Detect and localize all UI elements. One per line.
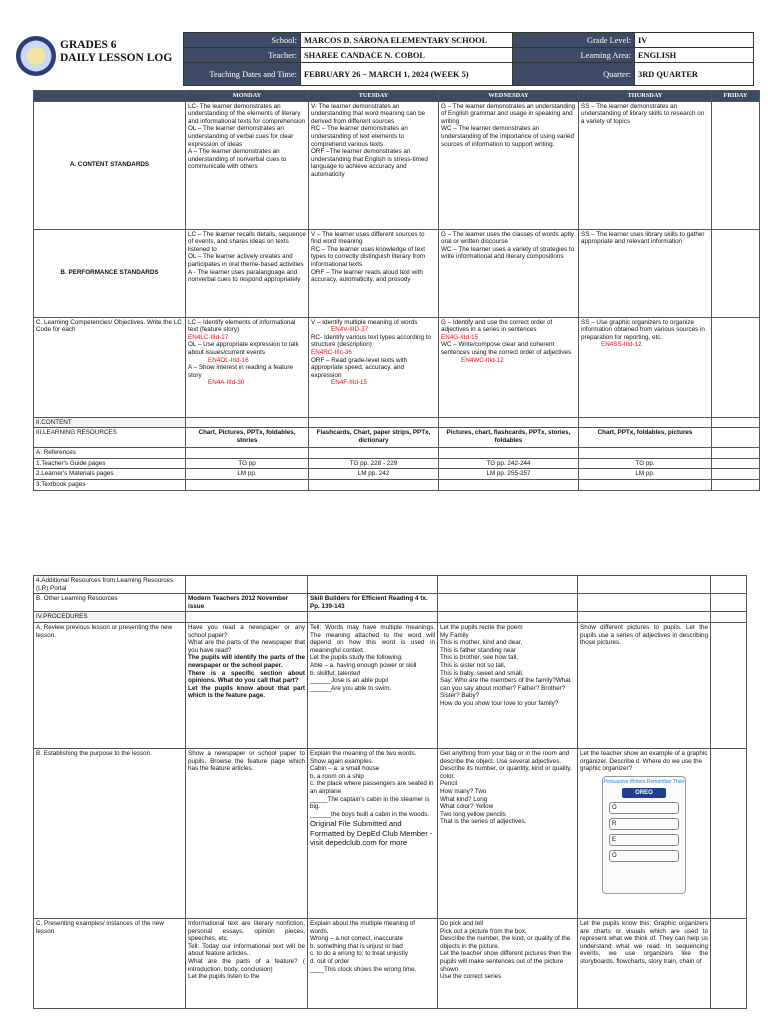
- lc-tue-3: ORF – Read grade-level texts with appropriate speed, accuracy, and expression: [311, 356, 408, 379]
- review-thursday: Show different pictures to pupils. Let the pupils use a series of adjectives in describing those pictures.: [578, 622, 711, 748]
- school-label: School:: [184, 33, 301, 48]
- organizer-line-o: O: [609, 802, 679, 814]
- info-table: [183, 32, 754, 86]
- day-tuesday: TUESDAY: [309, 91, 439, 102]
- purpose-row: [34, 748, 747, 918]
- lc-tue-2: RC- Identify various text types according to structure (description): [311, 333, 432, 349]
- lr-monday: Chart, Pictures, PPTx, foldables, stories: [186, 428, 309, 448]
- examples-monday: Informational text are literary nonfiction, personal essays, opinion pieces, speeches, etc. Tell: Today our informational text will be about feature articles.. What are the parts of a feature? ( introduction, body, conclusion) Let the pupils listen to the: [186, 918, 308, 1008]
- cs-monday: LC- The learner demonstrates an understanding of the elements of literary and informational texts for comprehension OL – The learner demonstrates an understanding of verbal cues for clear expression of ideas A – The learner demonstrates an understanding of nonverbal cues to communicate with others: [186, 101, 309, 229]
- tg-monday: TG pp: [186, 458, 309, 469]
- ps-monday: LC – The learner recalls details, sequence of events, and shares ideas on texts listened to OL – The learner actively creates and participates in oral theme-based activities A - The learner uses paralanguage and nonverbal cues to respond appropriately: [186, 229, 309, 317]
- oreo-logo: OREO: [622, 788, 666, 798]
- examples-tuesday: Explain about the multiple meaning of words. Wrong – a.not correct, inaccurate b. something that is unjust or bad c. to do a wrong to; to treat unjustly d. out of order ____This clock shows the wrong time.: [308, 918, 438, 1008]
- oreo-graphic-organizer: [602, 776, 686, 894]
- content-label: II.CONTENT: [34, 417, 186, 428]
- lc-thu-code-1: EN4SS-IIId-12: [601, 341, 642, 349]
- content-row: [34, 417, 760, 428]
- lc-mon-3: A – Show interest in reading a feature story: [188, 364, 294, 379]
- deped-seal-icon: [16, 36, 56, 76]
- lc-wed-code-2: EN4WC-IIId-12: [461, 356, 504, 364]
- purpose-wednesday: Get anything from your bag or in the room and describe the object. Use several adjectives. Describe its number, or quantity, kind or quality, color. Pencil How many? Two What kind? Long What color? Yellow Two long yellow pencils That is the series of adjectives.: [438, 748, 578, 918]
- lc-tue-code-2: EN4RC-IIIc-36: [311, 348, 352, 356]
- content-standards-row: [34, 101, 760, 229]
- lc-mon-code-3: EN4A-IIId-30: [208, 379, 245, 387]
- textbook-label: 3.Textbook pages: [34, 479, 186, 490]
- lc-tuesday: [309, 317, 439, 417]
- review-tuesday: Tell: Words may have multiple meanings. The meaning attached to the word will depend on how this word is used in meaningful context. Let the pupils study the following. Able – a. having enough power or skill b. skillful; talented ______Jose is an able pupil ______Are you able to swim.: [308, 622, 438, 748]
- purpose-tue-note: Original File Submitted and Formatted by DepEd Club Member - visit depedclub.com for more: [310, 819, 433, 848]
- lm-label: 2.Learner's Materials pages: [34, 469, 186, 480]
- lr-tuesday: Flashcards, Chart, paper strips, PPTx, dictionary: [309, 428, 439, 448]
- performance-standards-row: [34, 229, 760, 317]
- lc-tue-code-3: EN4F-IIId-15: [331, 379, 368, 387]
- organizer-line-r: R: [609, 818, 679, 830]
- tg-tuesday: TG pp. 228 - 229: [309, 458, 439, 469]
- review-mon-2: The pupils will identify the parts of the newspaper or the school paper. There is a specific section about opinions. What do you call that part? Let the pupils know about that part which is the feature page.: [188, 654, 305, 700]
- ps-tuesday: V – The learner uses different sources to find word meaning RC – The learner uses knowledge of text types to correctly distinguish literary from informational texts ORF – The learner reads aloud text with accuracy, automaticity, and prosody: [309, 229, 439, 317]
- lm-wednesday: LM pp. 255-257: [439, 469, 579, 480]
- cs-friday: [712, 101, 760, 229]
- lc-wed-1: G – Identify and use the correct order of adjectives in a series in sentences: [441, 318, 553, 334]
- review-wednesday: Let the pupils recite the poem My Family This is mother, kind and dear, This is father standing near This is brother, see how tall, This is sister not so tall, This is baby, sweet and small. Say: Who are the members of the family?What can you say about mother? Father? Brother? Sister? Baby? How do you show tour love to your family?: [438, 622, 578, 748]
- procedures-table: [33, 575, 747, 1009]
- quarter-value: 3RD QUARTER: [635, 63, 754, 86]
- review-row: [34, 622, 747, 748]
- lc-wed-code-1: EN4G-IIId-15: [441, 333, 479, 341]
- tg-label: 1.Teacher's Guide pages: [34, 458, 186, 469]
- lm-tuesday: LM pp. 242: [309, 469, 439, 480]
- lc-wed-2: WC – Write/compose clear and coherent sentences using the correct order of adjectives: [441, 341, 572, 356]
- day-friday: FRIDAY: [712, 91, 760, 102]
- standards-table: [33, 90, 760, 491]
- organizer-title: Persuasive Writers Remember Their: [603, 778, 685, 785]
- lc-mon-2: OL – Use appropriate expression to talk about issues/current events: [188, 341, 299, 356]
- lc-tue-code-1: EN4V-IIID-37: [331, 326, 369, 334]
- lc-thu-1: SS – Use graphic organizers to organize information obtained from various sources in preparation for reporting, etc.: [581, 318, 705, 341]
- references-row: [34, 448, 760, 459]
- learning-resources-label: III.LEARNING RESOURCES: [34, 428, 186, 448]
- lc-tue-1: V – Identify multiple meaning of words: [311, 318, 418, 326]
- references-label: A. References: [34, 448, 186, 459]
- examples-thursday: Let the pupils know this: Graphic organizers are charts or visuals which are used to represent what we think of. They can help us understand what we read. In sequencing events, we use organizers like the storyboards, flowcharts, story train, chain of: [578, 918, 711, 1008]
- competencies-label: C. Learning Competencies/ Objectives. Write the LC Code for each: [34, 317, 186, 417]
- cs-tuesday: V- The learner demonstrates an understanding that word meaning can be derived from different sources RC – The learner demonstrates an understanding of text elements to comprehend various texts ORF –The learner demonstrates an understanding that English is stress-timed language to achieve accuracy and automaticity: [309, 101, 439, 229]
- lm-monday: LM pp.: [186, 469, 309, 480]
- ps-wednesday: G – The learner uses the classes of words aptly oral or written discourse WC – The learner uses a variety of strategies to write informational and literary compositions: [439, 229, 579, 317]
- purpose-thursday: [578, 748, 711, 918]
- day-thursday: THURSDAY: [579, 91, 712, 102]
- tg-row: [34, 458, 760, 469]
- examples-label: C. Presenting examples/ instances of the new lesson: [34, 918, 186, 1008]
- cs-wednesday: G – The learner demonstrates an understanding of English grammar and usage in speaking and writing WC – The learner demonstrates an understanding of the importance of using varied sources of information to support writing.: [439, 101, 579, 229]
- dates-value: FEBRUARY 26 – MARCH 1, 2024 (WEEK 5): [301, 63, 513, 86]
- content-standards-label: A. CONTENT STANDARDS: [34, 101, 186, 229]
- lc-thursday: [579, 317, 712, 417]
- organizer-line-o2: O: [609, 850, 679, 862]
- procedures-row: [34, 612, 747, 623]
- examples-wednesday: Do pick and tell Pick out a picture from the box. Describe the number, the kind, or quality of the objects in the picture. Let the teacher show different pictures then the pupils will make sentences out of the picture shown Use the correct series: [438, 918, 578, 1008]
- lr-thursday: Chart, PPTx, foldables, pictures: [579, 428, 712, 448]
- other-resources-label: B. Other Learning Resources: [34, 594, 186, 612]
- purpose-tue-text: Explain the meaning of the two words. Show again examples. Cabin – a. a small house b. a room on a ship c. the place where passengers are seated in an airplane _____The captain's cabin in the steamer is big. ______the boys built a cabin in the woods.: [310, 749, 434, 818]
- teacher-value: SHAREE CANDACE N. COBOL: [301, 48, 513, 63]
- lc-mon-code-2: EN4OL-IIId-16: [208, 356, 249, 364]
- lm-thursday: LM pp.: [579, 469, 712, 480]
- purpose-tuesday: [308, 748, 438, 918]
- corner-cell: [34, 91, 186, 102]
- other-resources-row: [34, 594, 747, 612]
- lc-mon-code-1: EN4LC-IIId-27: [188, 333, 229, 341]
- lc-monday: [186, 317, 309, 417]
- other-tuesday: Skill Builders for Efficient Reading 4 tx. Pp. 139-143: [308, 594, 438, 612]
- review-label: A. Review previous lesson or presenting the new lesson.: [34, 622, 186, 748]
- textbook-row: [34, 479, 760, 490]
- grade-label: Grade Level:: [513, 33, 635, 48]
- grade-value: IV: [635, 33, 754, 48]
- tg-thursday: TG pp.: [579, 458, 712, 469]
- document-title: [60, 39, 172, 65]
- additional-resources-row: [34, 576, 747, 594]
- review-mon-1: Have you read a newspaper or any school paper? What are the parts of the newspaper that you have read?: [188, 623, 305, 654]
- lc-friday: [712, 317, 760, 417]
- lc-wednesday: [439, 317, 579, 417]
- day-wednesday: WEDNESDAY: [439, 91, 579, 102]
- dates-label: Teaching Dates and Time:: [184, 63, 301, 86]
- day-monday: MONDAY: [186, 91, 309, 102]
- lc-mon-1: LC – Identify elements of informational text (feature story): [188, 318, 296, 334]
- title-line-2: DAILY LESSON LOG: [60, 52, 173, 64]
- day-header-row: [34, 91, 760, 102]
- cs-thursday: SS – The learner demonstrates an understanding of library skills to research on a variety of topics: [579, 101, 712, 229]
- area-label: Learning Area:: [513, 48, 635, 63]
- teacher-label: Teacher:: [184, 48, 301, 63]
- competencies-row: [34, 317, 760, 417]
- purpose-label: B. Establishing the purpose to the lesson.: [34, 748, 186, 918]
- learning-resources-row: [34, 428, 760, 448]
- quarter-label: Quarter:: [513, 63, 635, 86]
- additional-resources-label: 4.Additional Resources from Learning Resources (LR) Portal: [34, 576, 186, 594]
- organizer-line-e: E: [609, 834, 679, 846]
- performance-standards-label: B. PERFORMANCE STANDARDS: [34, 229, 186, 317]
- lm-row: [34, 469, 760, 480]
- lr-wednesday: Pictures, chart, flashcards, PPTx, stories, foldables: [439, 428, 579, 448]
- purpose-thu-text: Let the teacher show an example of a graphic organizer. Describe it. Where do we use the graphic organizer?: [580, 749, 708, 773]
- ps-thursday: SS – The learner uses library skills to gather appropriate and relevant information: [579, 229, 712, 317]
- purpose-monday: Show a newspaper or school paper to pupils. Browse the feature page which has the feature articles.: [186, 748, 308, 918]
- area-value: ENGLISH: [635, 48, 754, 63]
- examples-row: [34, 918, 747, 1008]
- review-monday: [186, 622, 308, 748]
- title-line-1: GRADES 6: [60, 39, 117, 51]
- ps-friday: [712, 229, 760, 317]
- school-value: MARCOS D. SARONA ELEMENTARY SCHOOL: [301, 33, 513, 48]
- other-monday: Modern Teachers 2012 November issue: [186, 594, 308, 612]
- procedures-label: IV.PROCEDURES: [34, 612, 186, 623]
- tg-wednesday: TG pp. 242-244: [439, 458, 579, 469]
